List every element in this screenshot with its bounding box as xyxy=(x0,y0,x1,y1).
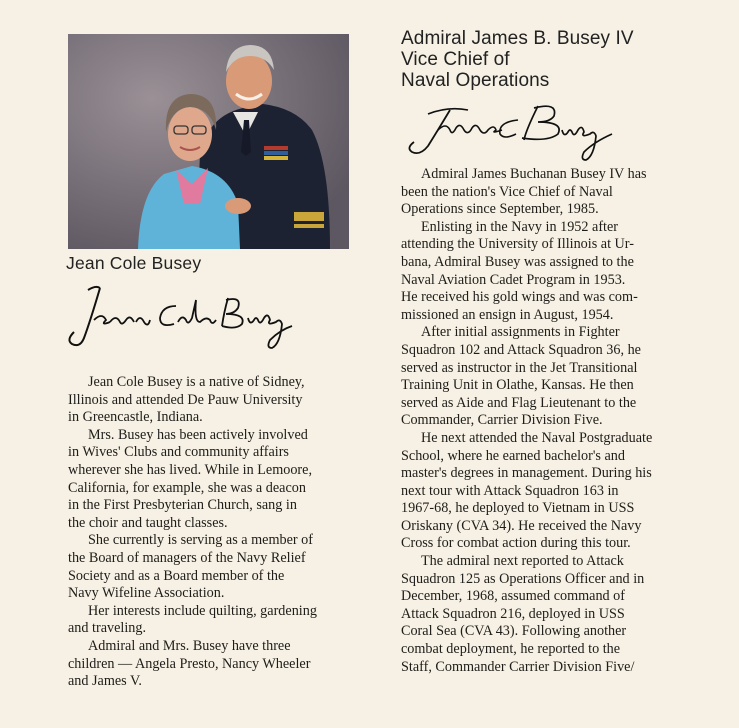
text-line: Training Unit in Olathe, Kansas. He then xyxy=(401,377,634,394)
photo-caption: Jean Cole Busey xyxy=(66,253,202,273)
text-line: Operations since September, 1985. xyxy=(401,201,599,218)
text-line: in the First Presbyterian Church, sang in xyxy=(68,497,297,514)
text-line: The admiral next reported to Attack xyxy=(421,553,624,570)
text-line: Illinois and attended De Pauw University xyxy=(68,391,303,408)
bio-paragraph xyxy=(401,166,701,219)
text-line: combat deployment, he reported to the xyxy=(401,641,621,658)
text-line: been the nation's Vice Chief of Naval xyxy=(401,183,613,200)
text-line: Coral Sea (CVA 43). Following another xyxy=(401,623,627,640)
bio-paragraph xyxy=(401,219,701,325)
text-line: in Wives' Clubs and community affairs xyxy=(68,444,289,461)
text-line: wherever she has lived. While in Lemoore, xyxy=(68,461,312,478)
title-line: Admiral James B. Busey IV xyxy=(401,28,634,49)
text-line: the choir and taught classes. xyxy=(68,514,228,531)
text-line: He next attended the Naval Postgraduate xyxy=(421,429,653,446)
text-line: bana, Admiral Busey was assigned to the xyxy=(401,253,634,270)
bio-paragraph xyxy=(68,638,358,691)
bio-paragraph xyxy=(401,324,701,430)
text-line: Society and as a Board member of the xyxy=(68,567,285,584)
text-line: missioned an ensign in August, 1954. xyxy=(401,306,614,323)
text-line: Naval Aviation Cadet Program in 1953. xyxy=(401,271,626,288)
bio-paragraph xyxy=(68,532,358,602)
text-line: Squadron 125 as Operations Officer and in xyxy=(401,570,645,587)
text-line: next tour with Attack Squadron 163 in xyxy=(401,482,619,499)
bio-paragraph xyxy=(68,374,358,427)
admiral-title xyxy=(401,28,721,91)
text-line: Cross for combat action during this tour. xyxy=(401,535,631,552)
text-line: served as Aide and Flag Lieutenant to the xyxy=(401,394,637,411)
text-line: School, where he earned bachelor's and xyxy=(401,447,625,464)
text-line: Oriskany (CVA 34). He received the Navy xyxy=(401,517,642,534)
text-line: Admiral James Buchanan Busey IV has xyxy=(421,166,647,182)
text-line: After initial assignments in Fighter xyxy=(421,324,620,341)
bio-paragraph xyxy=(68,427,358,533)
text-line: the Board of managers of the Navy Relief xyxy=(68,549,306,566)
title-line: Vice Chief of xyxy=(401,49,510,70)
jean-busey-signature xyxy=(66,282,296,352)
text-line: children — Angela Presto, Nancy Wheeler xyxy=(68,655,311,672)
text-line: and traveling. xyxy=(68,620,147,637)
bio-paragraph xyxy=(401,553,701,676)
text-line: California, for example, she was a deacon xyxy=(68,479,306,496)
bio-paragraph xyxy=(401,430,701,553)
text-line: He received his gold wings and was com- xyxy=(401,289,638,306)
text-line: Commander, Carrier Division Five. xyxy=(401,412,603,429)
jean-busey-bio xyxy=(68,374,358,691)
text-line: master's degrees in management. During his xyxy=(401,465,652,482)
text-line: Staff, Commander Carrier Division Five/ xyxy=(401,658,635,675)
text-line: December, 1968, assumed command of xyxy=(401,588,625,605)
bio-paragraph xyxy=(68,603,358,638)
text-line: attending the University of Illinois at Ur- xyxy=(401,236,634,253)
text-line: She currently is serving as a member of xyxy=(88,532,313,549)
portrait-photo xyxy=(68,34,349,249)
text-line: served as instructor in the Jet Transitional xyxy=(401,359,638,376)
text-line: Mrs. Busey has been actively involved xyxy=(88,426,308,443)
text-line: Squadron 102 and Attack Squadron 36, he xyxy=(401,341,641,358)
text-line: 1967-68, he deployed to Vietnam in USS xyxy=(401,500,635,517)
text-line: Attack Squadron 216, deployed in USS xyxy=(401,605,625,622)
title-line: Naval Operations xyxy=(401,70,550,91)
james-busey-signature xyxy=(398,100,628,172)
text-line: Her interests include quilting, gardening xyxy=(88,602,317,619)
text-line: Jean Cole Busey is a native of Sidney, xyxy=(88,374,305,390)
text-line: and James V. xyxy=(68,673,142,690)
james-busey-bio xyxy=(401,166,701,676)
text-line: Navy Wifeline Association. xyxy=(68,585,225,602)
text-line: in Greencastle, Indiana. xyxy=(68,409,203,426)
text-line: Admiral and Mrs. Busey have three xyxy=(88,637,291,654)
text-line: Enlisting in the Navy in 1952 after xyxy=(421,218,619,235)
